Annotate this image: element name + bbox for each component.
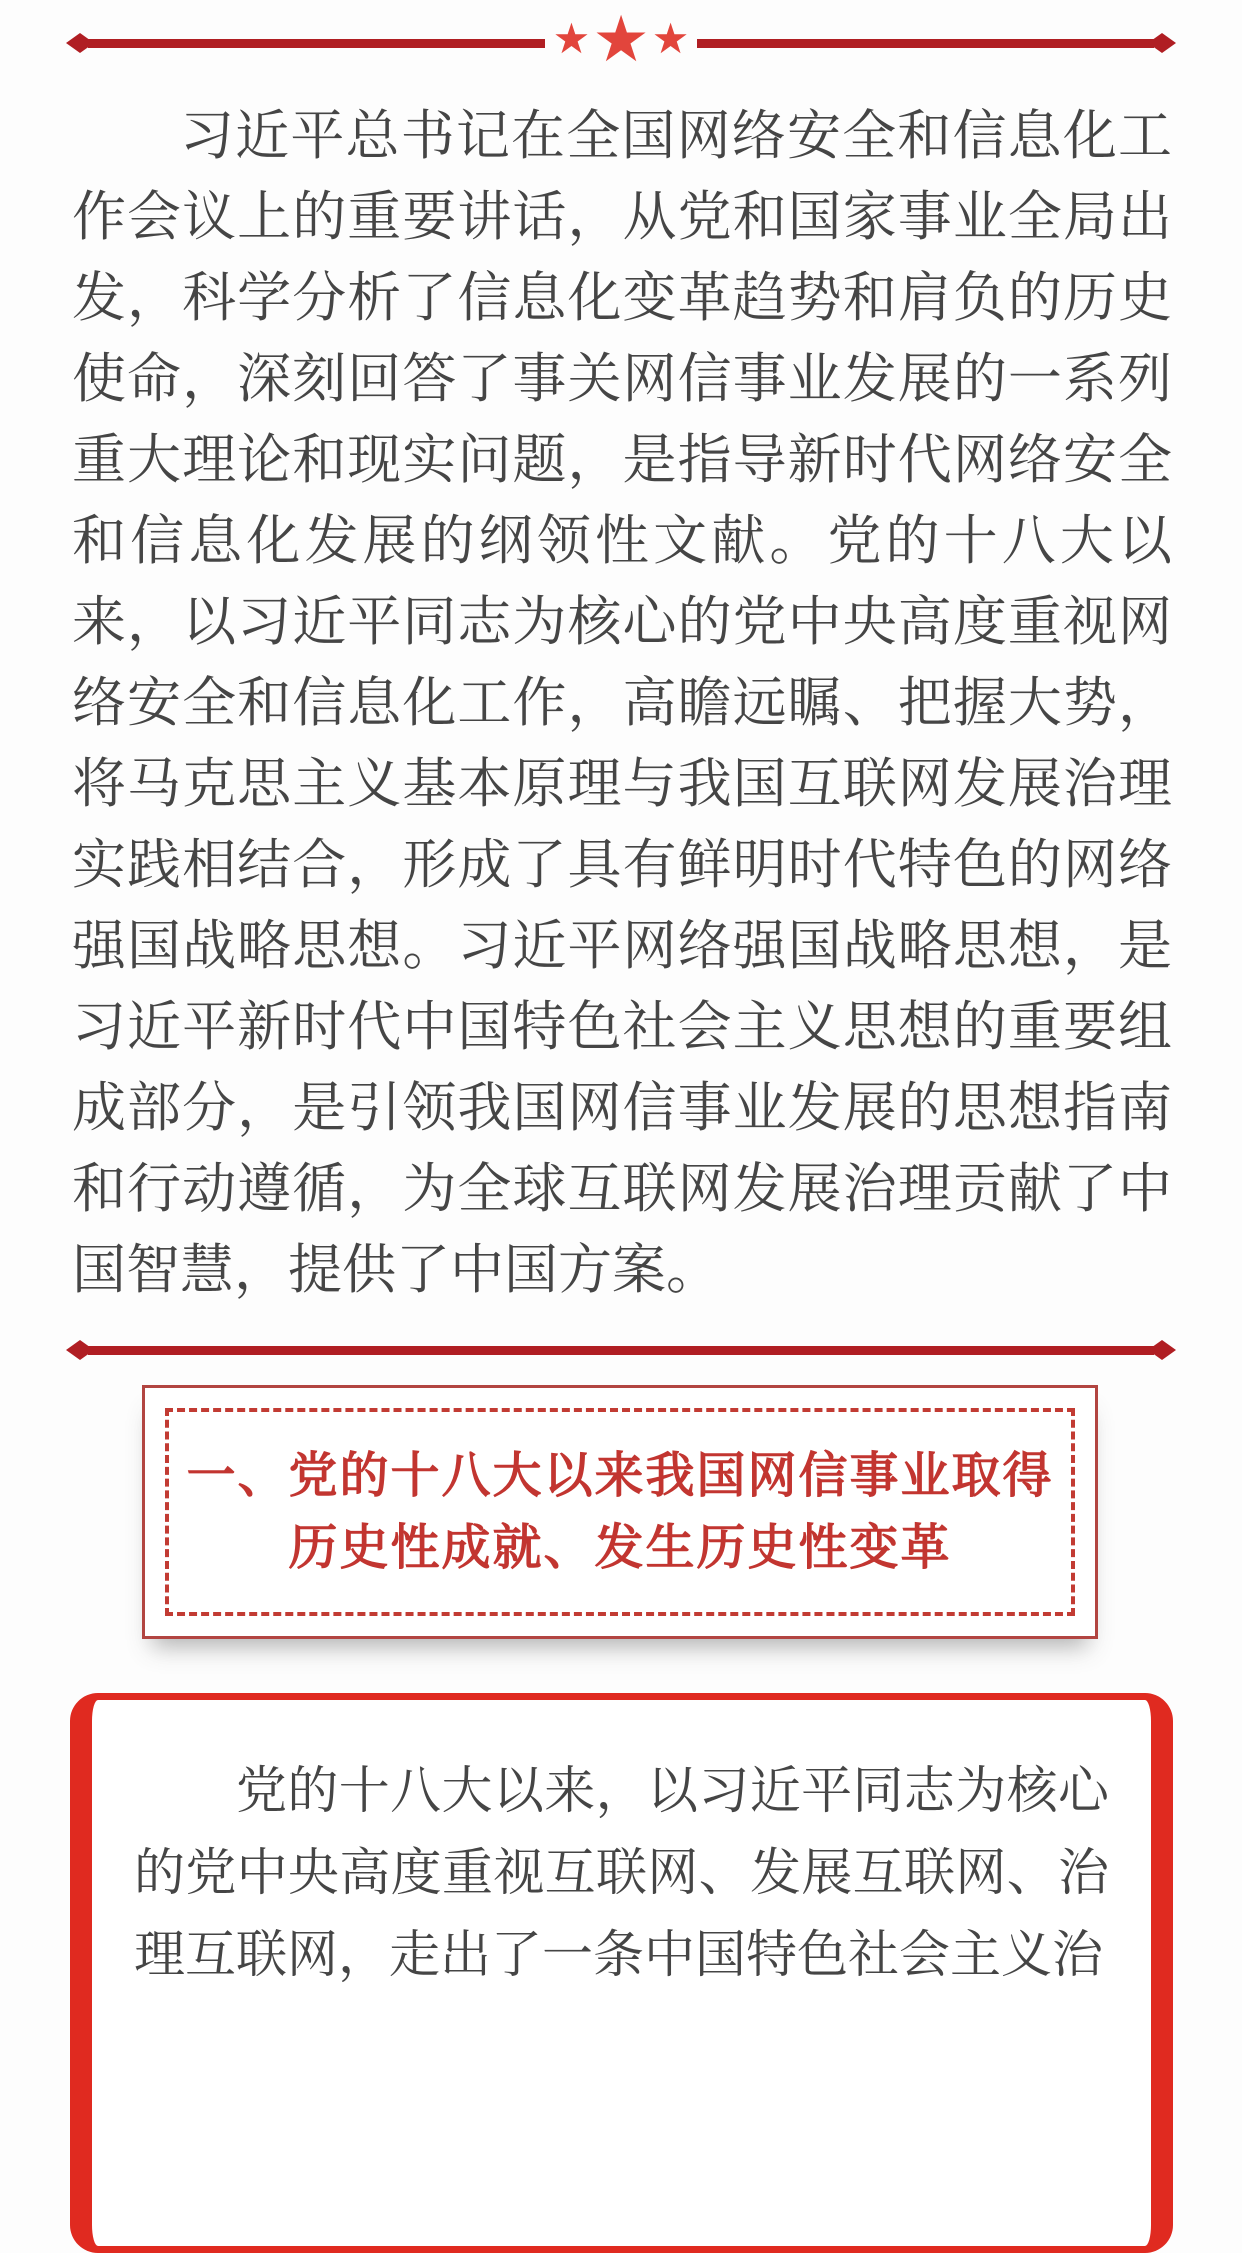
section-heading-box — [142, 1385, 1098, 1639]
intro-paragraph: 习近平总书记在全国网络安全和信息化工作会议上的重要讲话，从党和国家事业全局出发，科学分析了信息化变革趋势和肩负的历史使命，深刻回答了事关网信事业发展的一系列重大理论和现实问题，是指导新时代网络安全和信息化发展的纲领性文献。党的十八大以来，以习近平同志为核心的党中央高度重视网络安全和信息化工作，高瞻远瞩、把握大势，将马克思主义基本原理与我国互联网发展治理实践相结合，形成了具有鲜明时代特色的网络强国战略思想。习近平网络强国战略思想，是习近平新时代中国特色社会主义思想的重要组成部分，是引领我国网信事业发展的思想指南和行动遵循，为全球互联网发展治理贡献了中国智慧，提供了中国方案。 — [72, 106, 1172, 1300]
section-heading-line-2: 历史性成就、发生历史性变革 — [288, 1521, 952, 1575]
section-heading-line-1: 一、党的十八大以来我国网信事业取得 — [186, 1449, 1054, 1503]
section-heading-dashed-frame — [165, 1408, 1075, 1616]
star-icon: ★ — [592, 3, 650, 75]
divider-line — [88, 1346, 1154, 1355]
diamond-icon — [66, 33, 94, 53]
stars-ornament — [545, 3, 698, 75]
section-divider — [72, 1337, 1170, 1363]
diamond-icon — [1148, 1340, 1176, 1360]
top-divider — [72, 3, 1170, 75]
star-icon: ★ — [651, 15, 690, 62]
diamond-icon — [66, 1340, 94, 1360]
divider-line — [697, 39, 1154, 48]
diamond-icon — [1148, 33, 1176, 53]
excerpt-paragraph: 党的十八大以来，以习近平同志为核心的党中央高度重视互联网、发展互联网、治理互联网，走出了一条中国特色社会主义治 — [134, 1762, 1109, 1983]
star-icon: ★ — [552, 15, 591, 62]
excerpt-box — [70, 1693, 1173, 2253]
divider-line — [88, 39, 545, 48]
